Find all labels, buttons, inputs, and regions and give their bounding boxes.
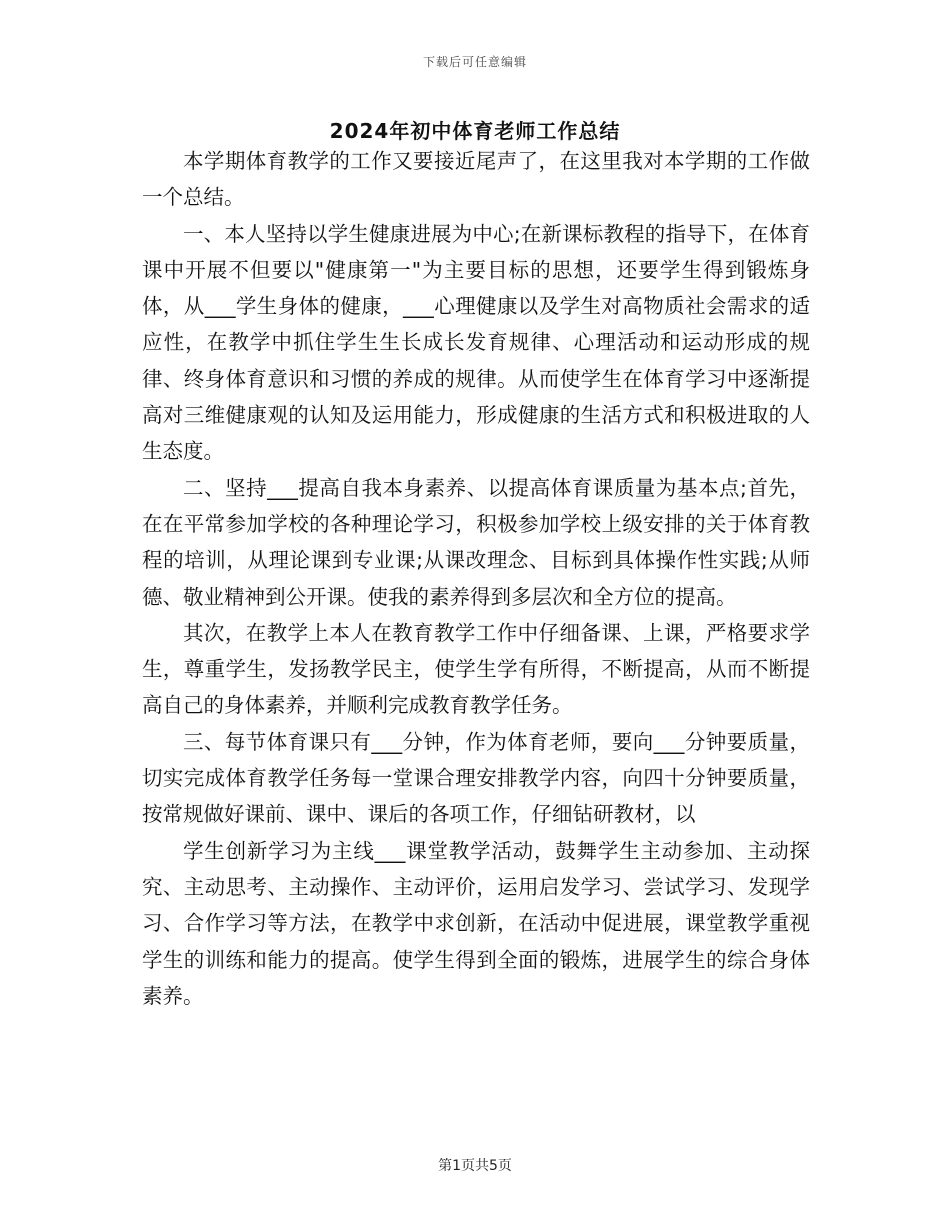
document-title: 2024年初中体育老师工作总结 xyxy=(329,119,621,143)
paragraph-section-1: 一、本人坚持以学生健康进展为中心;在新课标教程的指导下，在体育课中开展不但要以"健康第一"为主要目标的思想，还要学生得到锻炼身体，从___学生身体的健康，___心理健康以及学生对高物质社会需求的适应性，在教学中抓住学生生长成长发育规律、心理活动和运动形成的规律、终身体育意识和习惯的养成的规律。从而使学生在体育学习中逐渐提高对三维健康观的认知及运用能力，形成健康的生活方式和积极进取的人生态度。 xyxy=(142,221,810,464)
header-note: 下载后可任意编辑 xyxy=(422,55,527,69)
paragraph-section-3: 三、每节体育课只有___分钟，作为体育老师，要向___分钟要质量，切实完成体育教学任务每一堂课合理安排教学内容，向四十分钟要质量，按常规做好课前、课中、课后的各项工作，仔细钻研教材，以 xyxy=(142,729,810,827)
page-indicator: 第1页共5页 xyxy=(438,1158,512,1174)
paragraph-intro: 本学期体育教学的工作又要接近尾声了，在这里我对本学期的工作做一个总结。 xyxy=(142,149,810,210)
paragraph-section-2: 二、坚持___提高自我本身素养、以提高体育课质量为基本点;首先，在在平常参加学校的各种理论学习，积极参加学校上级安排的关于体育教程的培训，从理论课到专业课;从课改理念、目标到具体操作性实践;从师德、敬业精神到公开课。使我的素养得到多层次和全方位的提高。 xyxy=(142,475,810,609)
paragraph-section-3-continued: 学生创新学习为主线___课堂教学活动，鼓舞学生主动参加、主动探究、主动思考、主动操作、主动评价，运用启发学习、尝试学习、发现学习、合作学习等方法，在教学中求创新，在活动中促进展，课堂教学重视学生的训练和能力的提高。使学生得到全面的锻炼，进展学生的综合身体素养。 xyxy=(142,838,810,1008)
paragraph-section-2-continued: 其次，在教学上本人在教育教学工作中仔细备课、上课，严格要求学生，尊重学生，发扬教学民主，使学生学有所得，不断提高，从而不断提高自己的身体素养，并顺利完成教育教学任务。 xyxy=(142,620,810,718)
document-body xyxy=(142,143,810,1014)
